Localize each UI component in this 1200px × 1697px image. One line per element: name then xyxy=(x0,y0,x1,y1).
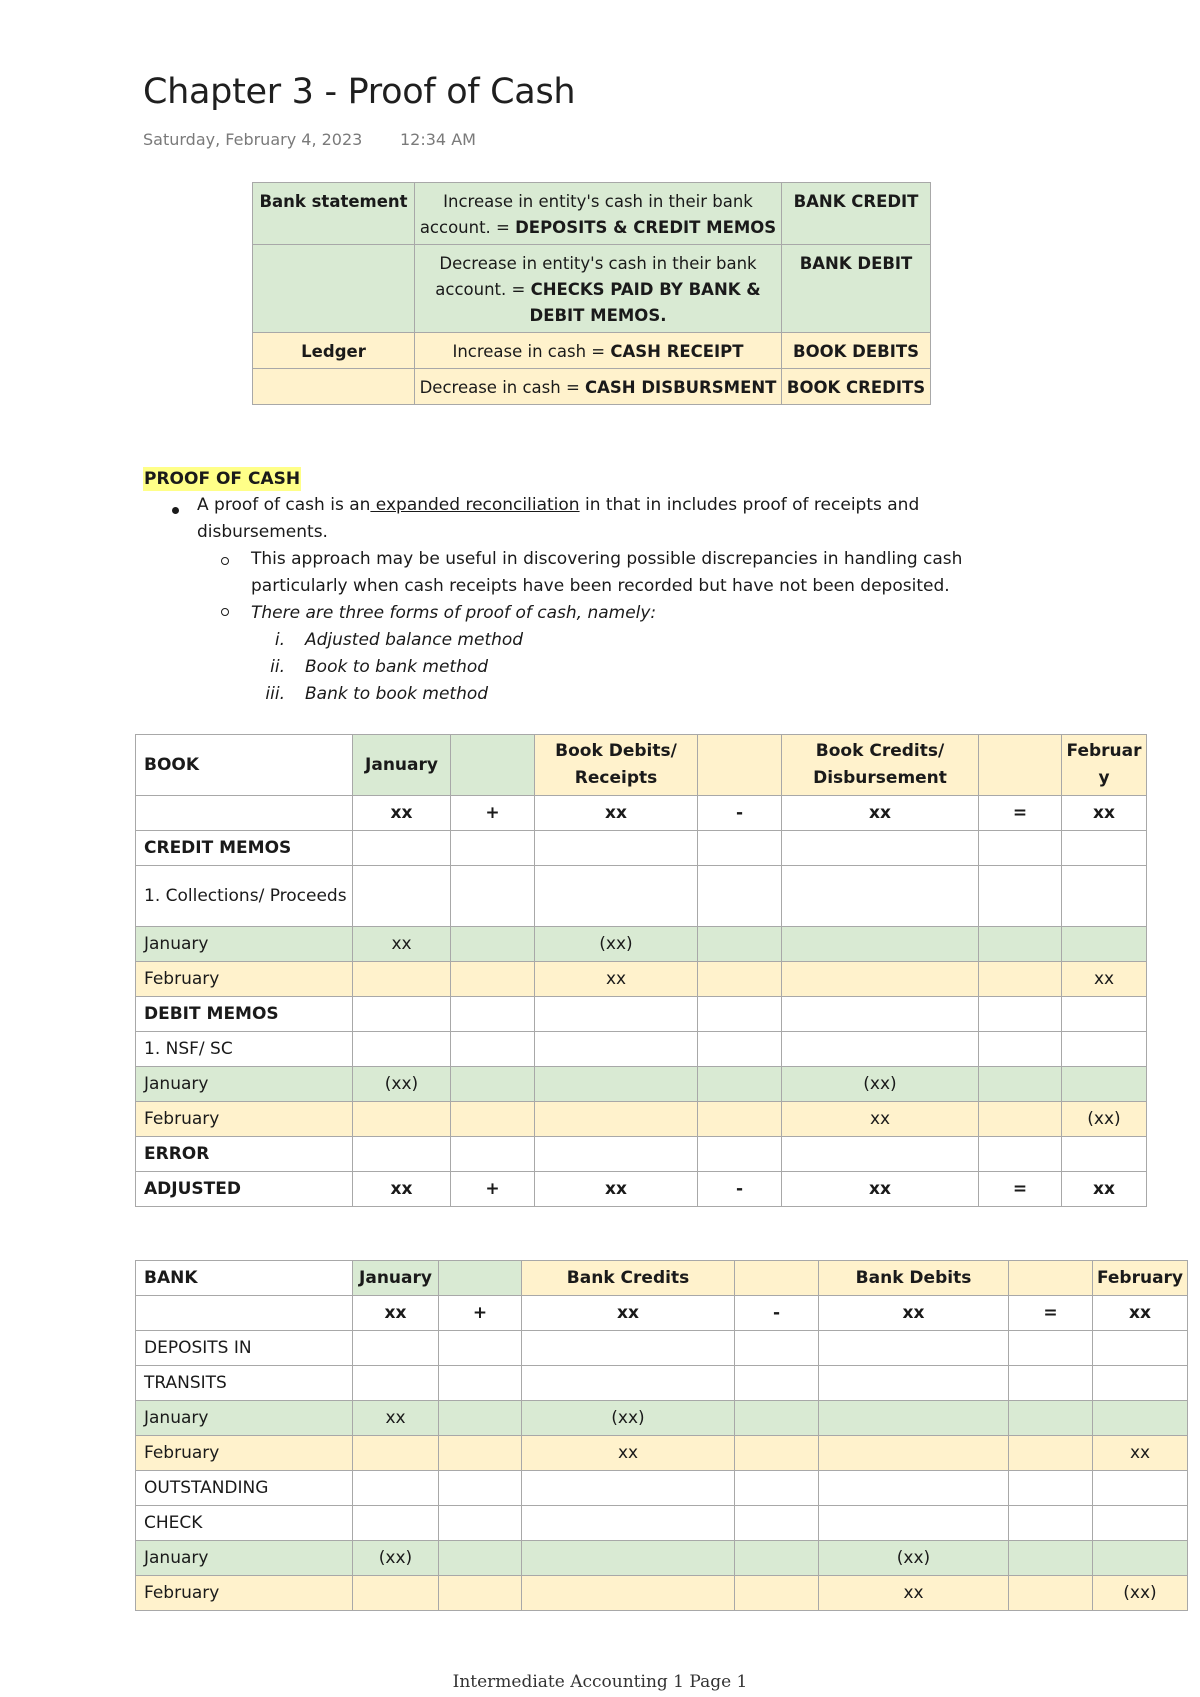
row-label-cell: 1. Collections/ Proceeds xyxy=(136,866,353,927)
value-cell xyxy=(819,1401,1009,1436)
value-cell xyxy=(535,1032,698,1067)
value-cell xyxy=(1062,1137,1147,1172)
value-cell xyxy=(1062,831,1147,866)
value-cell xyxy=(698,1137,782,1172)
value-cell xyxy=(451,1032,535,1067)
value-cell xyxy=(1093,1401,1188,1436)
value-cell: xx xyxy=(353,1296,439,1331)
value-cell xyxy=(819,1471,1009,1506)
value-cell xyxy=(439,1471,522,1506)
value-cell xyxy=(782,962,979,997)
value-cell xyxy=(353,1102,451,1137)
value-cell xyxy=(979,1102,1062,1137)
proof-of-cash-heading: PROOF OF CASH xyxy=(144,469,301,489)
value-cell: xx xyxy=(535,962,698,997)
book-header-cell: Book Debits/ Receipts xyxy=(535,735,698,796)
bullet-text: A proof of cash is an xyxy=(197,495,371,515)
book-header-cell: Book Credits/ Disbursement xyxy=(782,735,979,796)
method-name: Adjusted balance method xyxy=(305,630,524,650)
value-cell xyxy=(353,1506,439,1541)
value-cell xyxy=(535,1067,698,1102)
row-label-cell: DEBIT MEMOS xyxy=(136,997,353,1032)
value-cell xyxy=(535,866,698,927)
description-text: Decrease in entity's cash in their bank account. = xyxy=(435,254,757,299)
value-cell xyxy=(1009,1506,1093,1541)
row-label-cell: February xyxy=(136,962,353,997)
description-emphasis: DEPOSITS & CREDIT MEMOS xyxy=(515,218,777,237)
value-cell: xx xyxy=(1093,1436,1188,1471)
bank-header-cell xyxy=(735,1261,819,1296)
value-cell: xx xyxy=(535,796,698,831)
value-cell xyxy=(698,1102,782,1137)
definition-label: Ledger xyxy=(253,333,415,369)
value-cell: xx xyxy=(819,1576,1009,1611)
value-cell xyxy=(522,1576,735,1611)
value-cell xyxy=(451,1137,535,1172)
value-cell: - xyxy=(698,796,782,831)
definition-row xyxy=(253,245,931,333)
value-cell xyxy=(819,1506,1009,1541)
description-emphasis: CHECKS PAID BY BANK & DEBIT MEMOS. xyxy=(529,280,761,325)
row-label-cell: January xyxy=(136,1067,353,1102)
value-cell xyxy=(353,1032,451,1067)
value-cell xyxy=(522,1471,735,1506)
row-label-cell: CREDIT MEMOS xyxy=(136,831,353,866)
sub-bullet-line: This approach may be useful in discovering possible discrepancies in handling cash xyxy=(251,549,963,569)
book-header-cell: Februar y xyxy=(1062,735,1147,796)
value-cell xyxy=(698,1067,782,1102)
value-cell: xx xyxy=(782,1172,979,1207)
value-cell: + xyxy=(439,1296,522,1331)
page-date: Saturday, February 4, 2023 xyxy=(143,130,363,149)
value-cell xyxy=(1093,1471,1188,1506)
value-cell: + xyxy=(451,1172,535,1207)
value-cell xyxy=(353,962,451,997)
value-cell xyxy=(353,997,451,1032)
row-label-cell: CHECK xyxy=(136,1506,353,1541)
value-cell xyxy=(735,1366,819,1401)
value-cell xyxy=(735,1576,819,1611)
value-cell: (xx) xyxy=(353,1067,451,1102)
value-cell: = xyxy=(979,1172,1062,1207)
description-text: Increase in entity's cash in their bank account. = xyxy=(419,192,753,237)
value-cell xyxy=(439,1331,522,1366)
value-cell: = xyxy=(979,796,1062,831)
definition-row xyxy=(253,369,931,405)
value-cell xyxy=(1009,1541,1093,1576)
row-label-cell: January xyxy=(136,927,353,962)
bank-header-row xyxy=(136,1261,1188,1296)
value-cell xyxy=(439,1576,522,1611)
underlined-term: expanded reconciliation xyxy=(370,495,580,515)
bank-header-cell: February xyxy=(1093,1261,1188,1296)
definition-label xyxy=(253,245,415,333)
value-cell: xx xyxy=(522,1436,735,1471)
value-cell xyxy=(1062,927,1147,962)
row-label-cell xyxy=(136,796,353,831)
value-cell: xx xyxy=(782,1102,979,1137)
value-cell xyxy=(979,1067,1062,1102)
value-cell xyxy=(1009,1331,1093,1366)
value-cell xyxy=(735,1541,819,1576)
value-cell xyxy=(782,1032,979,1067)
value-cell xyxy=(979,831,1062,866)
value-cell: + xyxy=(451,796,535,831)
description-text: Increase in cash = xyxy=(452,342,611,361)
value-cell xyxy=(451,831,535,866)
value-cell xyxy=(1009,1401,1093,1436)
sub-bullet-line: There are three forms of proof of cash, namely: xyxy=(251,603,657,623)
value-cell: xx xyxy=(1093,1296,1188,1331)
circle-bullet-icon xyxy=(221,557,229,565)
value-cell xyxy=(735,1506,819,1541)
row-label-cell: ERROR xyxy=(136,1137,353,1172)
method-name: Bank to book method xyxy=(305,684,489,704)
description-emphasis: CASH RECEIPT xyxy=(610,342,744,361)
row-label-cell: February xyxy=(136,1436,353,1471)
value-cell xyxy=(735,1436,819,1471)
value-cell xyxy=(782,1137,979,1172)
value-cell xyxy=(1093,1506,1188,1541)
value-cell xyxy=(979,1032,1062,1067)
value-cell: xx xyxy=(1062,962,1147,997)
value-cell xyxy=(1062,1067,1147,1102)
value-cell xyxy=(819,1366,1009,1401)
table-row xyxy=(136,962,1147,997)
definition-table xyxy=(252,182,931,405)
value-cell xyxy=(819,1331,1009,1366)
value-cell: xx xyxy=(522,1296,735,1331)
value-cell: (xx) xyxy=(522,1401,735,1436)
value-cell xyxy=(439,1541,522,1576)
value-cell xyxy=(353,1331,439,1366)
row-label-cell: ADJUSTED xyxy=(136,1172,353,1207)
table-row xyxy=(136,1436,1188,1471)
value-cell xyxy=(735,1471,819,1506)
value-cell xyxy=(522,1541,735,1576)
bank-table-body xyxy=(136,1296,1188,1611)
table-row xyxy=(136,1172,1147,1207)
row-label-cell: February xyxy=(136,1576,353,1611)
value-cell xyxy=(979,997,1062,1032)
description-emphasis: CASH DISBURSMENT xyxy=(585,378,777,397)
value-cell xyxy=(353,1137,451,1172)
value-cell xyxy=(353,1471,439,1506)
value-cell xyxy=(353,1436,439,1471)
value-cell xyxy=(735,1401,819,1436)
book-header-cell xyxy=(451,735,535,796)
definition-description xyxy=(415,245,782,333)
table-row xyxy=(136,1137,1147,1172)
definition-description xyxy=(415,369,782,405)
value-cell: (xx) xyxy=(819,1541,1009,1576)
value-cell xyxy=(535,1102,698,1137)
value-cell xyxy=(782,927,979,962)
bullet-text: in that in includes proof of receipts and xyxy=(579,495,920,515)
row-label-cell: 1. NSF/ SC xyxy=(136,1032,353,1067)
value-cell xyxy=(353,1366,439,1401)
value-cell xyxy=(353,831,451,866)
value-cell xyxy=(1093,1331,1188,1366)
value-cell: xx xyxy=(782,796,979,831)
value-cell xyxy=(698,831,782,866)
value-cell xyxy=(439,1506,522,1541)
page-footer: Intermediate Accounting 1 Page 1 xyxy=(452,1672,748,1692)
book-proof-table xyxy=(135,734,1147,1207)
value-cell xyxy=(439,1401,522,1436)
value-cell: xx xyxy=(1062,796,1147,831)
value-cell xyxy=(698,1032,782,1067)
page-title: Chapter 3 - Proof of Cash xyxy=(143,72,576,112)
value-cell: (xx) xyxy=(782,1067,979,1102)
value-cell xyxy=(451,1067,535,1102)
row-label-cell xyxy=(136,1296,353,1331)
value-cell: - xyxy=(698,1172,782,1207)
book-header-row xyxy=(136,735,1147,796)
bank-proof-table xyxy=(135,1260,1188,1611)
book-table-body xyxy=(136,796,1147,1207)
definition-term: BANK CREDIT xyxy=(782,183,931,245)
method-number: iii. xyxy=(265,684,285,704)
definition-term: BOOK CREDITS xyxy=(782,369,931,405)
value-cell: (xx) xyxy=(535,927,698,962)
value-cell: xx xyxy=(353,927,451,962)
definition-row xyxy=(253,333,931,369)
table-row xyxy=(136,1576,1188,1611)
value-cell xyxy=(439,1436,522,1471)
book-header-cell: January xyxy=(353,735,451,796)
value-cell xyxy=(979,927,1062,962)
value-cell xyxy=(698,927,782,962)
value-cell xyxy=(1009,1576,1093,1611)
value-cell xyxy=(782,997,979,1032)
table-row xyxy=(136,1102,1147,1137)
value-cell xyxy=(819,1436,1009,1471)
value-cell: xx xyxy=(353,796,451,831)
table-row xyxy=(136,1401,1188,1436)
value-cell xyxy=(1062,997,1147,1032)
definition-term: BOOK DEBITS xyxy=(782,333,931,369)
bullet-dot-icon xyxy=(172,507,179,514)
value-cell: (xx) xyxy=(1093,1576,1188,1611)
definition-label: Bank statement xyxy=(253,183,415,245)
bullet-line: disbursements. xyxy=(197,522,328,542)
table-row xyxy=(136,1541,1188,1576)
value-cell xyxy=(979,866,1062,927)
description-text: Decrease in cash = xyxy=(419,378,586,397)
value-cell: - xyxy=(735,1296,819,1331)
book-header-cell xyxy=(698,735,782,796)
definition-label xyxy=(253,369,415,405)
value-cell xyxy=(1062,866,1147,927)
method-name: Book to bank method xyxy=(305,657,489,677)
book-header-cell xyxy=(979,735,1062,796)
table-row xyxy=(136,831,1147,866)
method-number: i. xyxy=(274,630,285,650)
value-cell xyxy=(535,831,698,866)
row-label-cell: January xyxy=(136,1401,353,1436)
value-cell xyxy=(698,962,782,997)
page-time: 12:34 AM xyxy=(400,130,476,149)
definition-row xyxy=(253,183,931,245)
table-row xyxy=(136,1331,1188,1366)
value-cell xyxy=(451,927,535,962)
bank-header-cell xyxy=(439,1261,522,1296)
value-cell xyxy=(451,997,535,1032)
table-row xyxy=(136,1067,1147,1102)
value-cell xyxy=(535,1137,698,1172)
definition-term: BANK DEBIT xyxy=(782,245,931,333)
bank-header-cell: Bank Credits xyxy=(522,1261,735,1296)
value-cell xyxy=(522,1331,735,1366)
value-cell xyxy=(1062,1032,1147,1067)
table-row xyxy=(136,997,1147,1032)
value-cell xyxy=(979,1137,1062,1172)
value-cell xyxy=(353,1576,439,1611)
table-row xyxy=(136,1471,1188,1506)
bank-header-cell xyxy=(1009,1261,1093,1296)
value-cell: (xx) xyxy=(353,1541,439,1576)
bank-header-cell: BANK xyxy=(136,1261,353,1296)
row-label-cell: DEPOSITS IN xyxy=(136,1331,353,1366)
value-cell xyxy=(522,1506,735,1541)
definition-description xyxy=(415,333,782,369)
value-cell xyxy=(1093,1366,1188,1401)
value-cell xyxy=(535,997,698,1032)
value-cell xyxy=(451,962,535,997)
row-label-cell: February xyxy=(136,1102,353,1137)
value-cell xyxy=(353,866,451,927)
row-label-cell: TRANSITS xyxy=(136,1366,353,1401)
value-cell: (xx) xyxy=(1062,1102,1147,1137)
value-cell: xx xyxy=(819,1296,1009,1331)
value-cell xyxy=(782,831,979,866)
bank-header-cell: Bank Debits xyxy=(819,1261,1009,1296)
row-label-cell: OUTSTANDING xyxy=(136,1471,353,1506)
table-row xyxy=(136,866,1147,927)
value-cell xyxy=(1009,1436,1093,1471)
table-row xyxy=(136,1366,1188,1401)
method-number: ii. xyxy=(270,657,285,677)
value-cell xyxy=(782,866,979,927)
table-row xyxy=(136,1506,1188,1541)
value-cell xyxy=(698,997,782,1032)
value-cell xyxy=(451,866,535,927)
book-header-cell: BOOK xyxy=(136,735,353,796)
definition-description xyxy=(415,183,782,245)
value-cell xyxy=(1009,1471,1093,1506)
circle-bullet-icon xyxy=(221,608,229,616)
table-row xyxy=(136,927,1147,962)
table-row xyxy=(136,796,1147,831)
value-cell: xx xyxy=(1062,1172,1147,1207)
value-cell xyxy=(1009,1366,1093,1401)
value-cell: = xyxy=(1009,1296,1093,1331)
row-label-cell: January xyxy=(136,1541,353,1576)
value-cell xyxy=(1093,1541,1188,1576)
value-cell xyxy=(439,1366,522,1401)
value-cell xyxy=(522,1366,735,1401)
value-cell xyxy=(698,866,782,927)
bank-header-cell: January xyxy=(353,1261,439,1296)
table-row xyxy=(136,1296,1188,1331)
value-cell: xx xyxy=(535,1172,698,1207)
value-cell: xx xyxy=(353,1172,451,1207)
value-cell xyxy=(979,962,1062,997)
value-cell xyxy=(735,1331,819,1366)
value-cell xyxy=(451,1102,535,1137)
bullet-line xyxy=(197,492,919,519)
sub-bullet-line: particularly when cash receipts have been recorded but have not been deposited. xyxy=(251,576,950,596)
table-row xyxy=(136,1032,1147,1067)
value-cell: xx xyxy=(353,1401,439,1436)
